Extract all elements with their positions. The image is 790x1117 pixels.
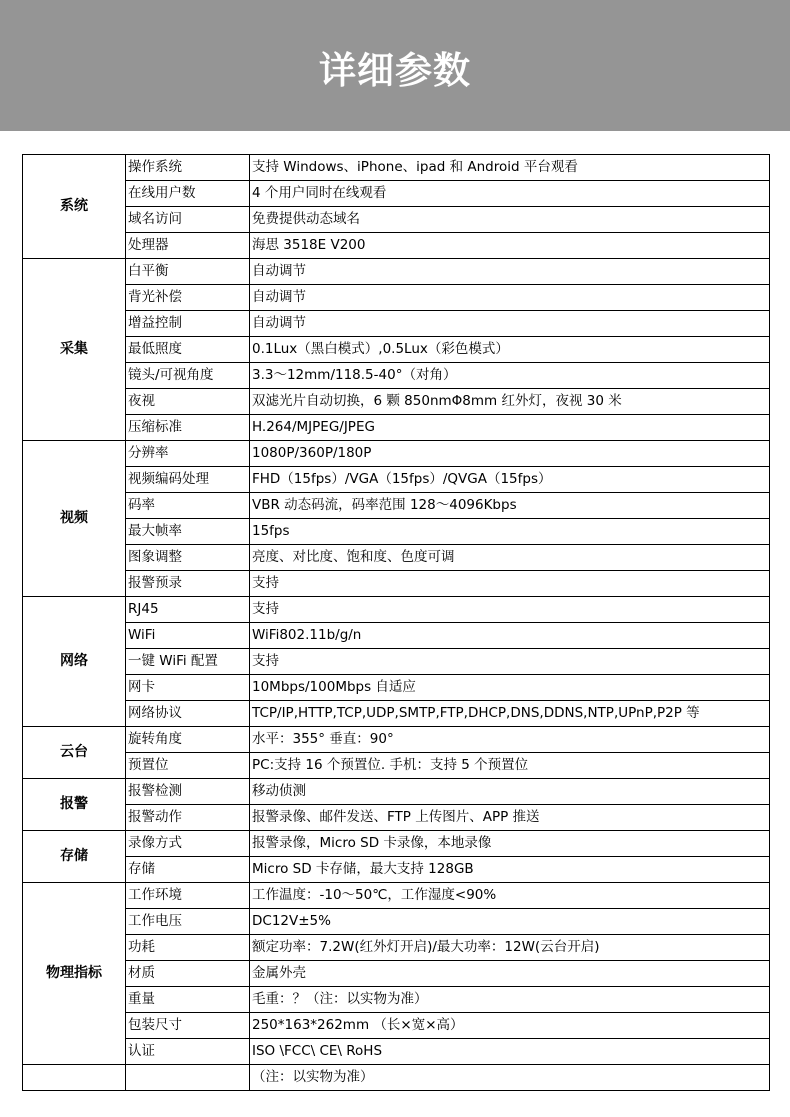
- table-row: [23, 987, 770, 1013]
- table-row: [23, 883, 770, 909]
- param-value: 自动调节: [250, 285, 770, 311]
- param-value: Micro SD 卡存储，最大支持 128GB: [250, 857, 770, 883]
- param-label: 包装尺寸: [126, 1013, 250, 1039]
- param-label: 图象调整: [126, 545, 250, 571]
- table-row: [23, 961, 770, 987]
- param-value: 250*163*262mm （长×宽×高）: [250, 1013, 770, 1039]
- footer-empty-label: [126, 1065, 250, 1091]
- param-label: 操作系统: [126, 155, 250, 181]
- param-label: 工作环境: [126, 883, 250, 909]
- param-label: RJ45: [126, 597, 250, 623]
- table-row: [23, 441, 770, 467]
- category-cell: 报警: [23, 779, 126, 831]
- param-label: 最大帧率: [126, 519, 250, 545]
- category-cell: 网络: [23, 597, 126, 727]
- param-label: 白平衡: [126, 259, 250, 285]
- table-row: [23, 389, 770, 415]
- param-value: 工作温度：-10～50℃，工作湿度<90%: [250, 883, 770, 909]
- param-value: 额定功率：7.2W(红外灯开启)/最大功率：12W(云台开启): [250, 935, 770, 961]
- table-row: [23, 727, 770, 753]
- param-value: PC:支持 16 个预置位. 手机：支持 5 个预置位: [250, 753, 770, 779]
- param-label: 背光补偿: [126, 285, 250, 311]
- param-label: 报警动作: [126, 805, 250, 831]
- table-row: [23, 155, 770, 181]
- param-value: 支持 Windows、iPhone、ipad 和 Android 平台观看: [250, 155, 770, 181]
- table-row: [23, 1039, 770, 1065]
- table-row: [23, 259, 770, 285]
- param-value: TCP/IP,HTTP,TCP,UDP,SMTP,FTP,DHCP,DNS,DDNS,NTP,UPnP,P2P 等: [250, 701, 770, 727]
- table-row: [23, 207, 770, 233]
- param-label: 最低照度: [126, 337, 250, 363]
- param-value: ISO \FCC\ CE\ RoHS: [250, 1039, 770, 1065]
- param-label: 功耗: [126, 935, 250, 961]
- footer-empty-cat: [23, 1065, 126, 1091]
- param-label: 报警检测: [126, 779, 250, 805]
- table-row: [23, 493, 770, 519]
- param-value: 4 个用户同时在线观看: [250, 181, 770, 207]
- table-row: [23, 779, 770, 805]
- param-value: 水平：355° 垂直：90°: [250, 727, 770, 753]
- param-label: 一键 WiFi 配置: [126, 649, 250, 675]
- param-label: 预置位: [126, 753, 250, 779]
- table-row: [23, 597, 770, 623]
- category-cell: 云台: [23, 727, 126, 779]
- param-value: 金属外壳: [250, 961, 770, 987]
- param-label: 网卡: [126, 675, 250, 701]
- param-value: 双滤光片自动切换，6 颗 850nmΦ8mm 红外灯，夜视 30 米: [250, 389, 770, 415]
- param-label: 报警预录: [126, 571, 250, 597]
- param-label: 录像方式: [126, 831, 250, 857]
- param-value: 移动侦测: [250, 779, 770, 805]
- spec-table: [22, 154, 770, 1091]
- table-row: [23, 909, 770, 935]
- category-cell: 系统: [23, 155, 126, 259]
- table-row: [23, 623, 770, 649]
- param-label: 增益控制: [126, 311, 250, 337]
- table-row: [23, 415, 770, 441]
- param-label: 夜视: [126, 389, 250, 415]
- param-value: 免费提供动态域名: [250, 207, 770, 233]
- param-value: VBR 动态码流，码率范围 128～4096Kbps: [250, 493, 770, 519]
- param-value: 报警录像，Micro SD 卡录像，本地录像: [250, 831, 770, 857]
- param-value: 15fps: [250, 519, 770, 545]
- param-value: 自动调节: [250, 259, 770, 285]
- table-row: [23, 857, 770, 883]
- param-value: 10Mbps/100Mbps 自适应: [250, 675, 770, 701]
- param-label: 工作电压: [126, 909, 250, 935]
- table-row: [23, 1013, 770, 1039]
- param-value: 报警录像、邮件发送、FTP 上传图片、APP 推送: [250, 805, 770, 831]
- param-label: 分辨率: [126, 441, 250, 467]
- table-row: [23, 285, 770, 311]
- spec-table-body: [23, 155, 770, 1091]
- param-label: 视频编码处理: [126, 467, 250, 493]
- param-label: 镜头/可视角度: [126, 363, 250, 389]
- param-value: 0.1Lux（黑白模式）,0.5Lux（彩色模式）: [250, 337, 770, 363]
- table-row: [23, 571, 770, 597]
- header-banner: [0, 0, 790, 131]
- param-value: H.264/MJPEG/JPEG: [250, 415, 770, 441]
- param-label: 压缩标准: [126, 415, 250, 441]
- footer-note: （注：以实物为准）: [250, 1065, 770, 1091]
- table-row: [23, 831, 770, 857]
- param-label: 网络协议: [126, 701, 250, 727]
- table-row-footer: [23, 1065, 770, 1091]
- table-row: [23, 753, 770, 779]
- category-cell: 物理指标: [23, 883, 126, 1065]
- table-row: [23, 363, 770, 389]
- param-value: 3.3～12mm/118.5-40°（对角）: [250, 363, 770, 389]
- category-cell: 视频: [23, 441, 126, 597]
- table-row: [23, 649, 770, 675]
- param-label: 重量: [126, 987, 250, 1013]
- param-value: DC12V±5%: [250, 909, 770, 935]
- param-value: 海思 3518E V200: [250, 233, 770, 259]
- param-label: 材质: [126, 961, 250, 987]
- param-label: 域名访问: [126, 207, 250, 233]
- param-label: 处理器: [126, 233, 250, 259]
- param-label: 码率: [126, 493, 250, 519]
- table-row: [23, 519, 770, 545]
- param-value: FHD（15fps）/VGA（15fps）/QVGA（15fps）: [250, 467, 770, 493]
- table-row: [23, 545, 770, 571]
- table-row: [23, 467, 770, 493]
- param-value: 支持: [250, 597, 770, 623]
- param-value: 亮度、对比度、饱和度、色度可调: [250, 545, 770, 571]
- param-label: 旋转角度: [126, 727, 250, 753]
- param-value: 毛重：？（注：以实物为准）: [250, 987, 770, 1013]
- table-row: [23, 337, 770, 363]
- param-value: 支持: [250, 649, 770, 675]
- page-title: 详细参数: [319, 48, 471, 92]
- table-row: [23, 233, 770, 259]
- table-row: [23, 701, 770, 727]
- param-value: 1080P/360P/180P: [250, 441, 770, 467]
- table-row: [23, 675, 770, 701]
- table-row: [23, 181, 770, 207]
- param-label: 认证: [126, 1039, 250, 1065]
- param-label: 在线用户数: [126, 181, 250, 207]
- category-cell: 存储: [23, 831, 126, 883]
- param-label: 存储: [126, 857, 250, 883]
- table-row: [23, 311, 770, 337]
- param-label: WiFi: [126, 623, 250, 649]
- param-value: 自动调节: [250, 311, 770, 337]
- category-cell: 采集: [23, 259, 126, 441]
- param-value: 支持: [250, 571, 770, 597]
- table-row: [23, 805, 770, 831]
- param-value: WiFi802.11b/g/n: [250, 623, 770, 649]
- table-row: [23, 935, 770, 961]
